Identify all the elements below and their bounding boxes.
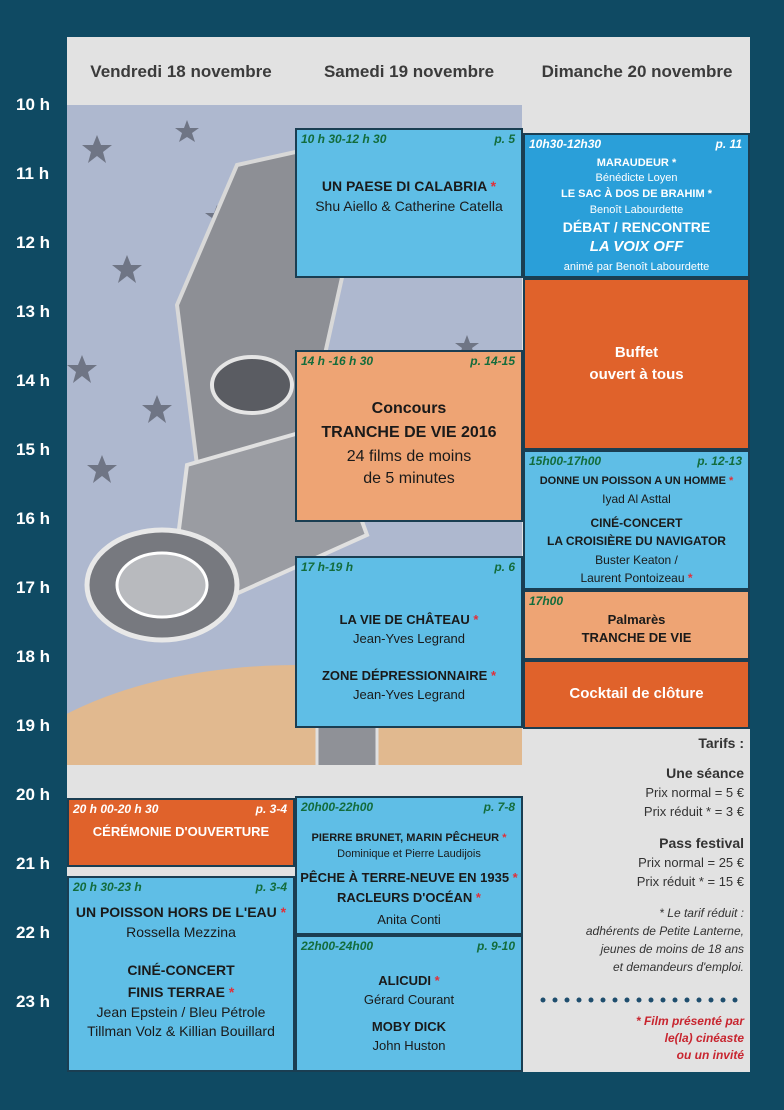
film-title: FINIS TERRAE * (127, 984, 235, 1000)
event-page: p. 7-8 (483, 800, 515, 814)
film-director: Anita Conti (377, 912, 441, 927)
film-director: Gérard Courant (363, 992, 455, 1007)
day-header-sunday: Dimanche 20 novembre (541, 62, 733, 81)
event-cocktail[interactable] (523, 660, 750, 729)
event-concours[interactable] (295, 350, 523, 522)
event-vie-chateau[interactable] (295, 556, 523, 728)
event-title: TRANCHE DE VIE (581, 630, 692, 645)
tarif-note: * Le tarif réduit : (659, 906, 744, 920)
film-director: Buster Keaton / (595, 553, 678, 567)
debat-host: animé par Benoît Labourdette (563, 261, 710, 273)
film-director: Shu Aiello & Catherine Catella (315, 198, 503, 214)
hour-label: 12 h (16, 233, 51, 252)
event-title: Buffet (614, 344, 659, 361)
event-page: p. 3-4 (255, 880, 287, 894)
film-title: ALICUDI * (378, 973, 440, 988)
event-time: 20 h 30-23 h (73, 880, 142, 894)
film-note: * Film présenté par (635, 1014, 744, 1028)
film-director: Jean Epstein / Bleu Pétrole (96, 1004, 266, 1020)
event-time: 20h00-22h00 (301, 800, 374, 814)
event-title: TRANCHE DE VIE 2016 (321, 424, 497, 441)
film-director: Rossella Mezzina (126, 924, 236, 940)
event-alicudi[interactable] (295, 935, 523, 1072)
event-time: 20 h 00-20 h 30 (73, 802, 159, 816)
hour-label: 17 h (16, 578, 51, 597)
cine-concert-label: CINÉ-CONCERT (590, 516, 683, 530)
hour-label: 23 h (16, 992, 51, 1011)
event-page: p. 6 (494, 560, 515, 574)
tarif-note: adhérents de Petite Lanterne, (585, 924, 744, 938)
film-title: DONNE UN POISSON A UN HOMME * (539, 475, 734, 487)
event-description: de 5 minutes (363, 470, 455, 487)
event-page: p. 5 (494, 132, 515, 146)
hour-label: 11 h (16, 164, 50, 183)
event-poisson-hors-eau[interactable] (67, 876, 295, 1072)
film-title: UN POISSON HORS DE L'EAU * (75, 904, 287, 920)
event-buffet[interactable] (523, 278, 750, 450)
event-title: Concours (371, 400, 447, 417)
event-marin-pecheur[interactable] (295, 796, 523, 935)
film-title: LA VIE DE CHÂTEAU * (339, 612, 479, 627)
event-time: 10 h 30-12 h 30 (301, 132, 387, 146)
event-donne-poisson[interactable] (523, 450, 750, 590)
film-director: John Huston (372, 1038, 446, 1053)
hour-label: 19 h (16, 716, 51, 735)
tarif-seance-normal: Prix normal = 5 € (645, 785, 744, 800)
event-page: p. 3-4 (255, 802, 287, 816)
film-director: Iyad Al Asttal (602, 492, 671, 506)
hour-label: 14 h (16, 371, 51, 390)
event-time: 14 h -16 h 30 (301, 354, 374, 368)
film-director: Dominique et Pierre Laudijois (337, 848, 481, 860)
debat-subtitle: LA VOIX OFF (589, 238, 684, 255)
tarif-seance-reduit: Prix réduit * = 3 € (643, 804, 744, 819)
event-time: 17 h-19 h (301, 560, 354, 574)
film-note: ou un invité (676, 1048, 744, 1062)
film-note: le(la) cinéaste (664, 1031, 744, 1045)
film-title: MARAUDEUR * (596, 157, 677, 169)
tarifs-heading: Tarifs : (698, 735, 744, 751)
event-page: p. 14-15 (470, 354, 515, 368)
hour-label: 18 h (16, 647, 51, 666)
tarif-note: jeunes de moins de 18 ans (600, 942, 744, 956)
event-title: Palmarès (607, 612, 666, 627)
film-title: PÊCHE À TERRE-NEUVE EN 1935 * (300, 870, 518, 885)
tarif-seance-label: Une séance (666, 765, 744, 781)
event-ceremonie[interactable] (67, 798, 295, 867)
hour-label: 15 h (16, 440, 51, 459)
event-page: p. 12-13 (697, 454, 742, 468)
event-palmares[interactable] (523, 590, 750, 660)
film-title: MOBY DICK (371, 1019, 447, 1034)
film-director: Jean-Yves Legrand (352, 687, 466, 702)
event-page: p. 9-10 (476, 939, 515, 953)
event-time: 17h00 (529, 594, 564, 608)
event-time: 22h00-24h00 (301, 939, 374, 953)
film-title: RACLEURS D'OCÉAN * (337, 890, 481, 905)
day-header-saturday: Samedi 19 novembre (323, 62, 495, 81)
event-title: CÉRÉMONIE D'OUVERTURE (92, 824, 270, 839)
hour-label: 21 h (16, 854, 51, 873)
debat-title: DÉBAT / RENCONTRE (562, 219, 711, 235)
cine-concert-label: CINÉ-CONCERT (127, 962, 235, 978)
event-title: ouvert à tous (589, 366, 684, 383)
tarif-pass-reduit: Prix réduit * = 15 € (636, 874, 744, 889)
hour-label: 22 h (16, 923, 51, 942)
film-title: ZONE DÉPRESSIONNAIRE * (321, 668, 497, 683)
dotted-separator (540, 997, 740, 1003)
event-maraudeur[interactable] (523, 133, 750, 278)
hour-label: 16 h (16, 509, 51, 528)
event-title: Cocktail de clôture (569, 685, 704, 702)
day-header-friday: Vendredi 18 novembre (90, 62, 272, 81)
tarif-note: et demandeurs d'emploi. (612, 960, 744, 974)
event-paese-calabria[interactable] (295, 128, 523, 278)
film-title: LE SAC À DOS DE BRAHIM * (561, 188, 712, 200)
film-director: Benoît Labourdette (589, 204, 684, 216)
hour-label: 20 h (16, 785, 51, 804)
hour-label: 10 h (16, 95, 51, 114)
film-director: Laurent Pontoizeau * (580, 571, 693, 585)
tarif-pass-normal: Prix normal = 25 € (638, 855, 744, 870)
film-director: Jean-Yves Legrand (352, 631, 466, 646)
film-director: Bénédicte Loyen (595, 172, 678, 184)
event-page: p. 11 (715, 137, 742, 151)
hour-label: 13 h (16, 302, 51, 321)
film-title: LA CROISIÈRE DU NAVIGATOR (547, 534, 726, 548)
event-time: 10h30-12h30 (529, 137, 602, 151)
film-director: Tillman Volz & Killian Bouillard (87, 1023, 275, 1039)
event-description: 24 films de moins (346, 448, 472, 465)
tarif-pass-label: Pass festival (659, 835, 744, 851)
film-title: PIERRE BRUNET, MARIN PÊCHEUR * (311, 832, 507, 844)
film-title: UN PAESE DI CALABRIA * (321, 178, 497, 194)
event-time: 15h00-17h00 (529, 454, 602, 468)
